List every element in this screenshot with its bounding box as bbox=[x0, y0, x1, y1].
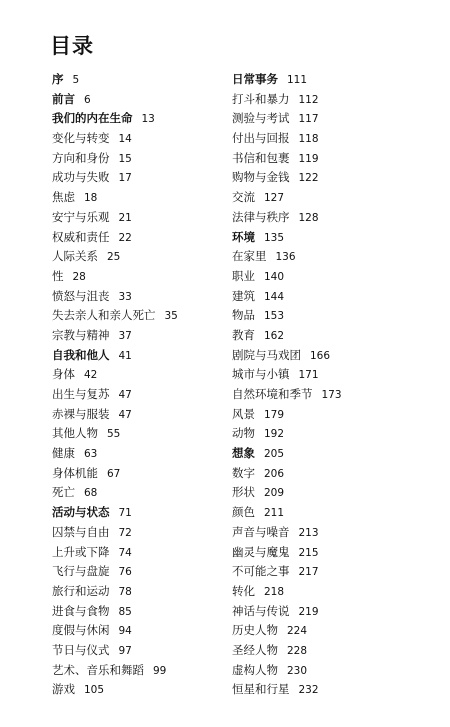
toc-entry bbox=[52, 287, 222, 307]
toc-entry bbox=[52, 129, 222, 149]
toc-entry-title: 购物与金钱 bbox=[232, 170, 290, 185]
toc-entry-title: 剧院与马戏团 bbox=[232, 347, 301, 362]
toc-entry-page-number: 5 bbox=[72, 74, 80, 86]
toc-entry-page-number: 37 bbox=[118, 329, 132, 342]
toc-right-column bbox=[232, 70, 432, 700]
toc-entry bbox=[232, 90, 432, 110]
toc-entry bbox=[52, 582, 222, 602]
toc-entry-title: 恒星和行星 bbox=[232, 682, 290, 697]
toc-entry bbox=[232, 149, 432, 169]
toc-entry-page-number: 135 bbox=[264, 231, 285, 244]
toc-entry bbox=[52, 543, 222, 563]
toc-entry-title: 方向和身份 bbox=[52, 150, 110, 165]
toc-entry bbox=[52, 444, 222, 464]
toc-entry-title: 形状 bbox=[232, 485, 255, 500]
toc-entry-page-number: 224 bbox=[287, 625, 308, 638]
toc-entry bbox=[232, 483, 432, 503]
toc-entry-page-number: 85 bbox=[118, 605, 132, 618]
toc-entry-title: 健康 bbox=[52, 446, 75, 461]
toc-entry-page-number: 42 bbox=[84, 369, 98, 382]
toc-entry-title: 前言 bbox=[52, 91, 75, 106]
toc-entry bbox=[232, 582, 432, 602]
toc-entry bbox=[232, 424, 432, 444]
toc-entry-title: 失去亲人和亲人死亡 bbox=[52, 308, 156, 323]
toc-entry bbox=[232, 168, 432, 188]
toc-entry-page-number: 68 bbox=[84, 487, 98, 500]
toc-entry-title: 风景 bbox=[232, 406, 255, 421]
toc-entry bbox=[232, 641, 432, 661]
toc-entry-page-number: 13 bbox=[141, 113, 155, 126]
toc-entry bbox=[232, 188, 432, 208]
toc-entry-page-number: 55 bbox=[107, 428, 121, 441]
toc-entry-title: 身体机能 bbox=[52, 465, 98, 480]
toc-entry bbox=[52, 385, 222, 405]
toc-entry-page-number: 127 bbox=[264, 192, 285, 205]
toc-section-heading bbox=[52, 90, 222, 110]
toc-entry-title: 人际关系 bbox=[52, 249, 98, 264]
toc-entry-title: 历史人物 bbox=[232, 623, 278, 638]
toc-entry bbox=[52, 602, 222, 622]
toc-entry bbox=[232, 287, 432, 307]
toc-entry-title: 身体 bbox=[52, 367, 75, 382]
toc-entry-page-number: 140 bbox=[264, 270, 285, 283]
toc-entry-page-number: 166 bbox=[310, 349, 331, 362]
toc-entry-title: 序 bbox=[52, 72, 64, 86]
toc-entry-page-number: 15 bbox=[118, 152, 132, 165]
toc-entry-title: 不可能之事 bbox=[232, 564, 290, 579]
toc-entry-title: 动物 bbox=[232, 426, 255, 441]
toc-section-heading bbox=[232, 70, 432, 90]
toc-entry bbox=[52, 365, 222, 385]
toc-entry bbox=[232, 621, 432, 641]
toc-entry bbox=[52, 247, 222, 267]
toc-entry bbox=[52, 405, 222, 425]
toc-entry-page-number: 128 bbox=[298, 211, 319, 224]
toc-entry-title: 旅行和运动 bbox=[52, 583, 110, 598]
toc-entry bbox=[232, 267, 432, 287]
toc-entry bbox=[52, 168, 222, 188]
toc-entry-page-number: 21 bbox=[118, 211, 132, 224]
toc-entry-page-number: 74 bbox=[118, 546, 132, 559]
toc-entry-title: 职业 bbox=[232, 268, 255, 283]
toc-entry-page-number: 119 bbox=[298, 152, 319, 165]
toc-entry bbox=[52, 188, 222, 208]
toc-entry-page-number: 71 bbox=[118, 507, 132, 520]
toc-section-heading bbox=[52, 503, 222, 523]
toc-entry-title: 活动与状态 bbox=[52, 505, 110, 520]
toc-entry-title: 权威和责任 bbox=[52, 229, 110, 244]
toc-entry-page-number: 17 bbox=[118, 172, 132, 185]
toc-entry-page-number: 232 bbox=[298, 684, 319, 697]
toc-entry bbox=[52, 424, 222, 444]
toc-entry-page-number: 136 bbox=[275, 251, 296, 264]
toc-entry-title: 日常事务 bbox=[232, 72, 278, 86]
toc-entry-page-number: 33 bbox=[118, 290, 132, 303]
toc-entry-page-number: 112 bbox=[298, 93, 319, 106]
toc-entry-page-number: 94 bbox=[118, 625, 132, 638]
toc-entry-title: 书信和包裹 bbox=[232, 150, 290, 165]
toc-entry-title: 赤裸与服装 bbox=[52, 406, 110, 421]
toc-entry-title: 自然环境和季节 bbox=[232, 387, 313, 401]
toc-entry-title: 飞行与盘旋 bbox=[52, 564, 110, 579]
toc-entry-title: 建筑 bbox=[232, 288, 255, 303]
toc-entry-title: 死亡 bbox=[52, 485, 75, 500]
toc-entry-page-number: 18 bbox=[84, 192, 98, 205]
toc-entry bbox=[232, 129, 432, 149]
page-title: 目录 bbox=[50, 33, 94, 58]
toc-entry-page-number: 6 bbox=[84, 93, 91, 106]
toc-entry-title: 教育 bbox=[232, 327, 255, 342]
toc-entry bbox=[232, 365, 432, 385]
toc-entry-page-number: 211 bbox=[264, 507, 285, 520]
toc-entry-title: 游戏 bbox=[52, 682, 75, 697]
toc-entry-page-number: 218 bbox=[264, 585, 285, 598]
toc-entry-page-number: 67 bbox=[107, 467, 121, 480]
toc-entry-title: 测验与考试 bbox=[232, 111, 290, 126]
toc-entry-title: 愤怒与沮丧 bbox=[52, 288, 110, 303]
toc-entry-page-number: 171 bbox=[298, 369, 319, 382]
toc-entry-page-number: 122 bbox=[298, 172, 319, 185]
toc-section-heading bbox=[52, 70, 222, 90]
toc-entry-page-number: 25 bbox=[107, 251, 121, 264]
toc-entry-page-number: 217 bbox=[298, 566, 319, 579]
toc-entry bbox=[232, 661, 432, 681]
toc-entry-page-number: 35 bbox=[164, 310, 178, 323]
toc-entry-title: 付出与回报 bbox=[232, 131, 290, 146]
toc-entry-title: 宗教与精神 bbox=[52, 327, 110, 342]
toc-entry-page-number: 41 bbox=[118, 349, 132, 362]
toc-entry bbox=[52, 464, 222, 484]
toc-entry-page-number: 99 bbox=[153, 664, 167, 677]
toc-entry-page-number: 78 bbox=[118, 585, 132, 598]
toc-entry-title: 囚禁与自由 bbox=[52, 524, 110, 539]
toc-entry-page-number: 22 bbox=[118, 231, 132, 244]
toc-entry bbox=[232, 562, 432, 582]
toc-entry bbox=[232, 247, 432, 267]
toc-entry-title: 成功与失败 bbox=[52, 170, 110, 185]
toc-entry-page-number: 47 bbox=[118, 408, 132, 421]
toc-entry-title: 交流 bbox=[232, 190, 255, 205]
toc-entry-page-number: 97 bbox=[118, 644, 132, 657]
toc-entry-title: 在家里 bbox=[232, 249, 267, 264]
toc-entry bbox=[232, 385, 432, 405]
toc-entry-page-number: 63 bbox=[84, 448, 98, 461]
toc-entry-page-number: 76 bbox=[118, 566, 132, 579]
toc-entry-page-number: 105 bbox=[84, 684, 105, 697]
toc-entry-page-number: 206 bbox=[264, 467, 285, 480]
toc-entry-title: 声音与噪音 bbox=[232, 524, 290, 539]
toc-entry-title: 性 bbox=[52, 268, 64, 283]
toc-entry bbox=[52, 641, 222, 661]
toc-entry-page-number: 117 bbox=[298, 113, 319, 126]
toc-entry-page-number: 72 bbox=[118, 526, 132, 539]
toc-entry bbox=[232, 464, 432, 484]
toc-entry bbox=[232, 523, 432, 543]
toc-entry bbox=[52, 208, 222, 228]
toc-entry-page-number: 209 bbox=[264, 487, 285, 500]
toc-section-heading bbox=[52, 109, 222, 129]
toc-entry-page-number: 228 bbox=[287, 644, 308, 657]
toc-entry-title: 节日与仪式 bbox=[52, 642, 110, 657]
toc-entry bbox=[52, 680, 222, 700]
toc-entry-page-number: 205 bbox=[264, 448, 285, 461]
toc-entry-page-number: 153 bbox=[264, 310, 285, 323]
toc-entry-title: 圣经人物 bbox=[232, 642, 278, 657]
toc-entry-title: 物品 bbox=[232, 308, 255, 323]
toc-entry-title: 神话与传说 bbox=[232, 603, 290, 618]
toc-entry-page-number: 179 bbox=[264, 408, 285, 421]
toc-entry bbox=[52, 562, 222, 582]
toc-entry bbox=[52, 326, 222, 346]
toc-entry-page-number: 219 bbox=[298, 605, 319, 618]
toc-entry-title: 转化 bbox=[232, 583, 255, 598]
toc-entry bbox=[232, 326, 432, 346]
toc-entry bbox=[232, 208, 432, 228]
toc-section-heading bbox=[232, 444, 432, 464]
toc-entry-title: 城市与小镇 bbox=[232, 367, 290, 382]
toc-entry-title: 其他人物 bbox=[52, 426, 98, 441]
toc-entry bbox=[52, 523, 222, 543]
toc-entry bbox=[52, 621, 222, 641]
toc-entry-title: 数字 bbox=[232, 465, 255, 480]
toc-entry-page-number: 230 bbox=[287, 664, 308, 677]
toc-entry bbox=[232, 680, 432, 700]
toc-entry-title: 度假与休闲 bbox=[52, 623, 110, 638]
toc-left-column bbox=[52, 70, 222, 700]
toc-section-heading bbox=[232, 228, 432, 248]
toc-entry bbox=[232, 405, 432, 425]
toc-entry-title: 颜色 bbox=[232, 505, 255, 520]
toc-entry bbox=[232, 602, 432, 622]
toc-entry bbox=[232, 503, 432, 523]
toc-entry-title: 想象 bbox=[232, 446, 255, 461]
toc-entry-page-number: 47 bbox=[118, 389, 132, 401]
toc-entry-title: 安宁与乐观 bbox=[52, 209, 110, 224]
toc-entry-page-number: 162 bbox=[264, 329, 285, 342]
toc-entry-page-number: 215 bbox=[298, 546, 319, 559]
toc-entry bbox=[52, 306, 222, 326]
toc-entry-page-number: 144 bbox=[264, 290, 285, 303]
toc-entry bbox=[52, 661, 222, 681]
toc-entry-page-number: 192 bbox=[264, 428, 285, 441]
toc-entry bbox=[52, 228, 222, 248]
toc-entry bbox=[232, 543, 432, 563]
toc-entry-title: 进食与食物 bbox=[52, 603, 110, 618]
toc-entry-page-number: 173 bbox=[321, 389, 342, 401]
toc-entry-page-number: 118 bbox=[298, 133, 319, 146]
toc-entry bbox=[52, 483, 222, 503]
toc-entry-page-number: 111 bbox=[287, 74, 308, 86]
toc-entry-title: 法律与秩序 bbox=[232, 209, 290, 224]
toc-entry bbox=[52, 267, 222, 287]
toc-entry bbox=[232, 109, 432, 129]
toc-entry-page-number: 14 bbox=[118, 133, 132, 146]
toc-entry-title: 艺术、音乐和舞蹈 bbox=[52, 662, 144, 677]
toc-entry-title: 变化与转变 bbox=[52, 131, 110, 146]
toc-entry-page-number: 213 bbox=[298, 526, 319, 539]
toc-entry-title: 幽灵与魔鬼 bbox=[232, 544, 290, 559]
toc-entry bbox=[232, 346, 432, 366]
toc-entry-title: 出生与复苏 bbox=[52, 387, 110, 401]
toc-entry-title: 自我和他人 bbox=[52, 347, 110, 362]
toc-entry-title: 焦虑 bbox=[52, 190, 75, 205]
toc-entry-title: 我们的内在生命 bbox=[52, 111, 133, 126]
toc-entry-title: 上升或下降 bbox=[52, 544, 110, 559]
toc-section-heading bbox=[52, 346, 222, 366]
toc-entry-title: 环境 bbox=[232, 229, 255, 244]
toc-entry-page-number: 28 bbox=[72, 270, 86, 283]
toc-entry-title: 打斗和暴力 bbox=[232, 91, 290, 106]
toc-entry bbox=[232, 306, 432, 326]
toc-entry-title: 虚构人物 bbox=[232, 662, 278, 677]
toc-entry bbox=[52, 149, 222, 169]
